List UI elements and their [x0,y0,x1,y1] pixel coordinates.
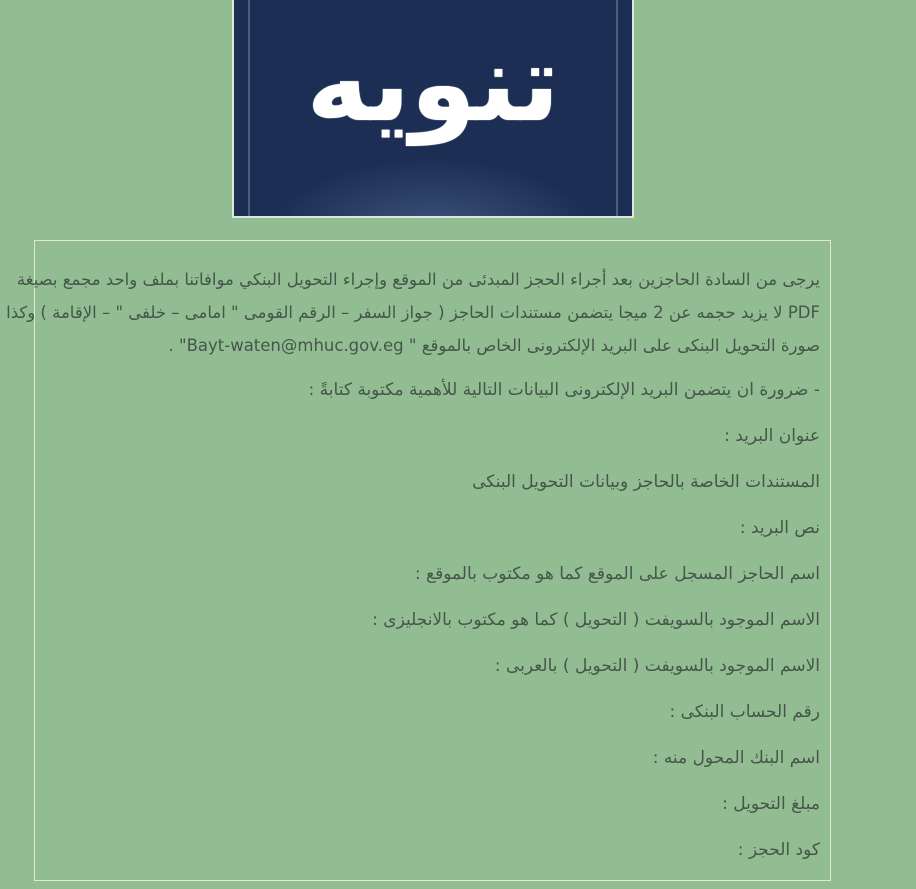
required-fields-list [47,367,820,873]
notice-paragraph-line-3: صورة التحويل البنكى على البريد الإلكترونى الخاص بالموقع " Bayt-waten@mhuc.gov.eg" . [168,336,820,355]
field-transfer-amount: مبلغ التحويل : [722,794,820,814]
field-email-subject: عنوان البريد : [724,426,820,446]
field-bank-account-number: رقم الحساب البنكى : [669,702,820,722]
field-booking-code: كود الحجز : [737,840,820,860]
field-email-subject-value: المستندات الخاصة بالحاجز وبيانات التحويل البنكى [472,472,820,492]
banner-title: تنويه [306,22,560,145]
notice-box [6,240,831,881]
field-reserver-name: اسم الحاجز المسجل على الموقع كما هو مكتوب بالموقع : [414,564,820,584]
banner-left-decor-line [248,0,250,216]
field-email-body: نص البريد : [739,518,820,538]
field-transfer-bank-name: اسم البنك المحول منه : [652,748,820,768]
instruction-email-contents: - ضرورة ان يتضمن البريد الإلكترونى البيانات التالية للأهمية مكتوبة كتابةً : [308,380,820,400]
notice-paragraph-line-2: PDF لا يزيد حجمه عن 2 ميجا يتضمن مستندات الحاجز ( جواز السفر – الرقم القومى " امامى – خلفى " – الإقامة ) وكذا [6,303,820,322]
field-swift-name-english: الاسم الموجود بالسويفت ( التحويل ) كما هو مكتوب بالانجليزى : [372,610,820,630]
field-swift-name-arabic: الاسم الموجود بالسويفت ( التحويل ) بالعربى : [494,656,820,676]
banner-right-decor-line [616,0,618,216]
notice-banner-image [232,0,634,218]
notice-paragraph-line-1: يرجى من السادة الحاجزين بعد أجراء الحجز المبدئى من الموقع وإجراء التحويل البنكي موافاتنا بملف واحد مجمع بصيغة [16,270,820,289]
